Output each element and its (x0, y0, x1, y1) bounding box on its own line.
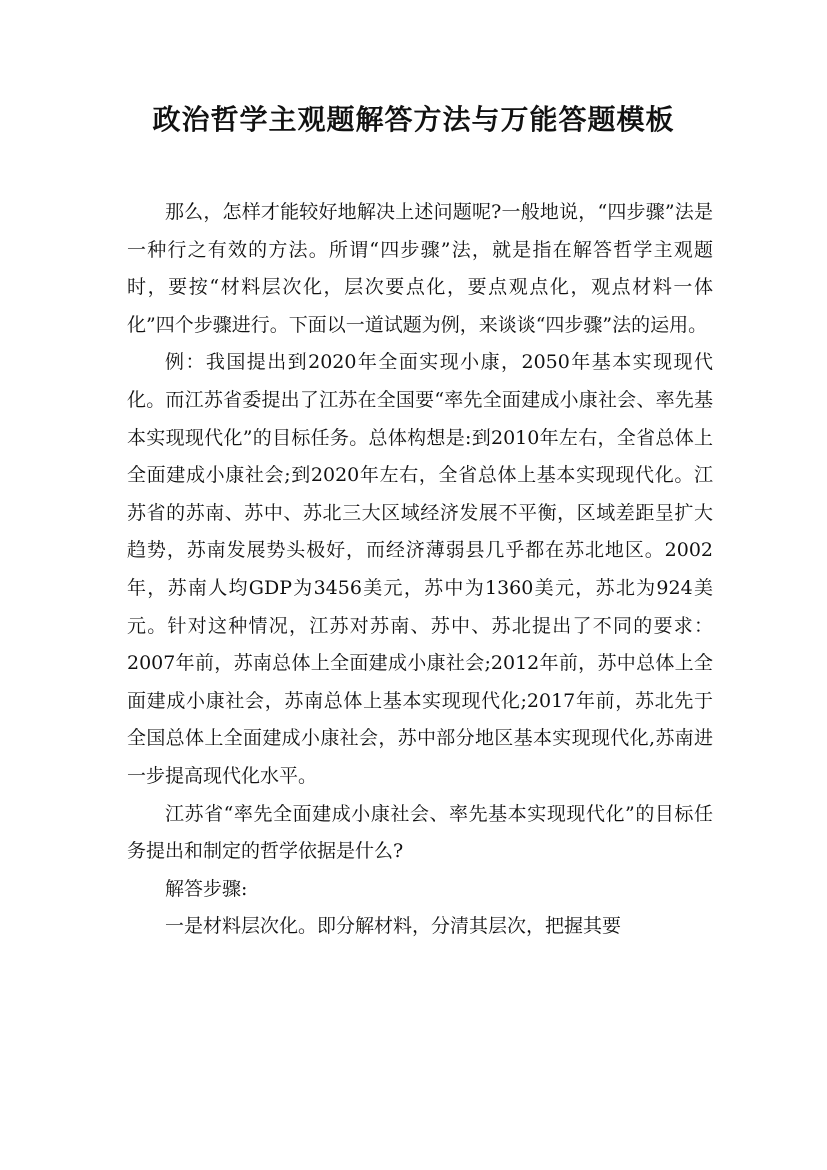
paragraph-steps-heading: 解答步骤: (165, 877, 248, 900)
paragraph-example: 例：我国提出到2020年全面实现小康，2050年基本实现现代化。而江苏省委提出了江苏在全国要“率先全面建成小康社会、率先基本实现现代化”的目标任务。总体构想是:到2010年左右，全省总体上全面建成小康社会;到2020年左右，全省总体上基本实现现代化。江苏省的苏南、苏中、苏北三大区域经济发展不平衡，区域差距呈扩大趋势，苏南发展势头极好，而经济薄弱县几乎都在苏北地区。2002年，苏南人均GDP为3456美元，苏中为1360美元，苏北为924美元。针对这种情况，江苏对苏南、苏中、苏北提出了不同的要求：2007年前，苏南总体上全面建成小康社会;2012年前，苏中总体上全面建成小康社会，苏南总体上基本实现现代化;2017年前，苏北先于全国总体上全面建成小康社会，苏中部分地区基本实现现代化,苏南进一步提高现代化水平。 (127, 351, 713, 787)
paragraph-step-one: 一是材料层次化。即分解材料，分清其层次，把握其要 (165, 915, 622, 938)
document-title: 政治哲学主观题解答方法与万能答题模板 (152, 103, 675, 136)
paragraph-intro: 那么，怎样才能较好地解决上述问题呢?一般地说，“四步骤”法是一种行之有效的方法。所谓“四步骤”法，就是指在解答哲学主观题时，要按“材料层次化，层次要点化，要点观点化，观点材料一体化”四个步骤进行。下面以一道试题为例，来谈谈“四步骤”法的运用。 (127, 201, 713, 336)
document-body (127, 194, 713, 946)
paragraph-question: 江苏省“率先全面建成小康社会、率先基本实现现代化”的目标任务提出和制定的哲学依据是什么? (127, 802, 713, 863)
